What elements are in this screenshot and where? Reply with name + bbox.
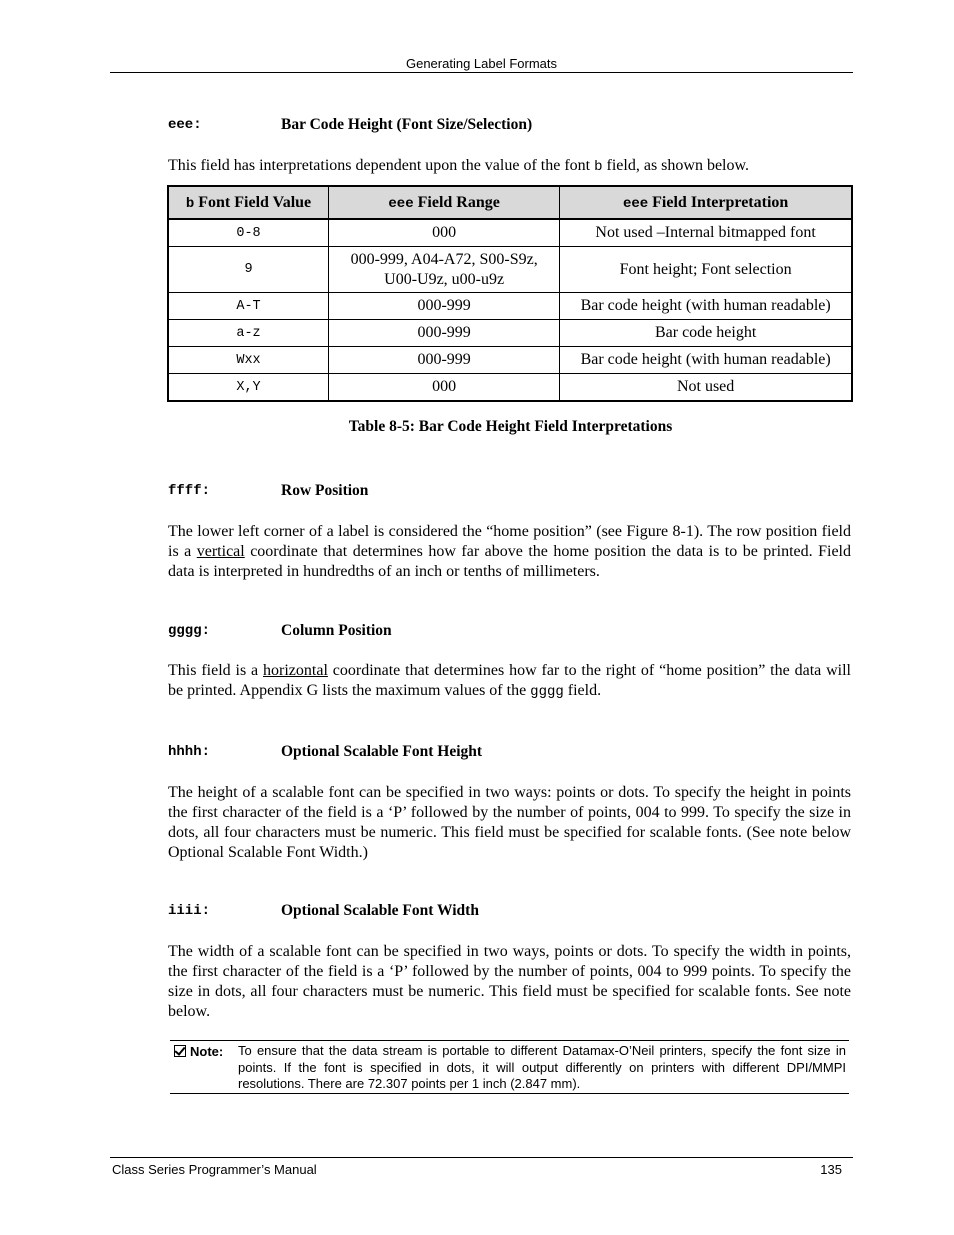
table-cell: 0-8 <box>168 219 329 247</box>
text-run: field. <box>563 682 602 699</box>
inline-code: gggg <box>530 684 564 700</box>
table-cell: 000-999 <box>329 347 560 374</box>
text-run: This field has interpretations dependent upon the value of the font <box>168 157 595 174</box>
inline-code: eee <box>388 195 414 212</box>
running-header: Generating Label Formats <box>405 56 558 71</box>
text-run: coordinate that determines how far to the right of “home position” the data will be printed. Appendix G lists the maximum values of the <box>168 662 851 699</box>
inline-code: eee <box>622 195 649 212</box>
eee-intro-paragraph <box>168 156 851 177</box>
table-cell: 000-999 <box>329 320 560 347</box>
row-position-paragraph <box>168 522 851 582</box>
table-caption: Table 8-5: Bar Code Height Field Interpretations <box>348 418 673 435</box>
table-cell: Bar code height (with human readable) <box>560 293 852 320</box>
cell-line: U00-U9z, u00-u9z <box>384 270 505 288</box>
footer-rule <box>110 1157 853 1158</box>
table-cell: Font height; Font selection <box>560 247 852 293</box>
table-cell: 000 <box>329 374 560 402</box>
field-title: Row Position <box>281 482 369 499</box>
table-cell: 000-999 <box>329 293 560 320</box>
note-label-text: Note: <box>190 1044 224 1059</box>
field-code: gggg: <box>168 623 211 639</box>
text-run: The lower left corner of a label is considered the “home position” (see Figure 8-1). The row position field is a <box>168 523 851 560</box>
table-cell: Wxx <box>168 347 329 374</box>
text-run: This field is a <box>168 662 264 679</box>
checkbox-checked-icon <box>174 1045 186 1057</box>
inline-code: b <box>185 195 195 212</box>
cell-line: 000-999, A04-A72, S00-S9z, <box>350 250 538 268</box>
table-header-row <box>168 186 852 219</box>
table-cell: 000 <box>329 219 560 247</box>
text-run: coordinate that determines how far above the home position the data is to be printed. Field data is interpreted in hundredths of an inch or tenths of millimeters. <box>168 543 851 580</box>
header-text: Font Field Value <box>194 193 312 211</box>
table-row <box>168 347 852 374</box>
table-row <box>168 374 852 402</box>
underlined-term: vertical <box>196 543 245 560</box>
table-row <box>168 219 852 247</box>
bar-code-height-table <box>167 185 853 402</box>
column-header <box>329 186 560 219</box>
footer-manual-title: Class Series Programmer’s Manual <box>112 1162 317 1177</box>
page-number: 135 <box>820 1162 842 1177</box>
table-cell: a-z <box>168 320 329 347</box>
table-row <box>168 320 852 347</box>
note-text: To ensure that the data stream is portable to different Datamax-O’Neil printers, specify the font size in points. If the font is specified in dots, it will output differently on printers with different DPI/MMPI resolutions. There are 72.307 points per 1 inch (2.847 mm). <box>238 1043 846 1091</box>
field-code: iiii: <box>168 903 211 919</box>
field-code: eee: <box>168 117 202 133</box>
note-box <box>170 1040 849 1094</box>
column-position-paragraph <box>168 661 851 702</box>
header-text: Field Interpretation <box>648 193 789 211</box>
field-title: Column Position <box>281 622 392 639</box>
column-header <box>168 186 329 219</box>
table-cell: Not used <box>560 374 852 402</box>
table-cell: X,Y <box>168 374 329 402</box>
field-code: ffff: <box>168 483 211 499</box>
table-cell: Bar code height (with human readable) <box>560 347 852 374</box>
field-code: hhhh: <box>168 744 211 760</box>
header-rule <box>110 72 853 73</box>
text-run: field, as shown below. <box>602 157 750 174</box>
table-cell: A-T <box>168 293 329 320</box>
underlined-term: horizontal <box>263 662 328 679</box>
table-cell <box>329 247 560 293</box>
table-row <box>168 247 852 293</box>
field-title: Bar Code Height (Font Size/Selection) <box>281 116 533 133</box>
inline-code: b <box>594 159 603 175</box>
note-label <box>174 1044 223 1059</box>
field-title: Optional Scalable Font Width <box>281 902 479 919</box>
font-width-paragraph: The width of a scalable font can be specified in two ways, points or dots. To specify the width in points, the first character of the field is a ‘P’ followed by the number of points, 004 to 999 points. To specify the size in dots, all four characters must be numeric. This field must be specified for scalable fonts. See note below. <box>168 943 851 1020</box>
header-text: Field Range <box>413 193 500 211</box>
field-title: Optional Scalable Font Height <box>281 743 483 760</box>
table-cell: Not used –Internal bitmapped font <box>560 219 852 247</box>
table-cell: 9 <box>168 247 329 293</box>
table-cell: Bar code height <box>560 320 852 347</box>
column-header <box>560 186 852 219</box>
font-height-paragraph: The height of a scalable font can be specified in two ways: points or dots. To specify the height in points the first character of the field is a ‘P’ followed by the number of points, 004 to 999. To specify the size in dots, all four characters must be numeric. This field must be specified for scalable fonts. (See note below Optional Scalable Font Width.) <box>168 784 851 861</box>
table-row <box>168 293 852 320</box>
